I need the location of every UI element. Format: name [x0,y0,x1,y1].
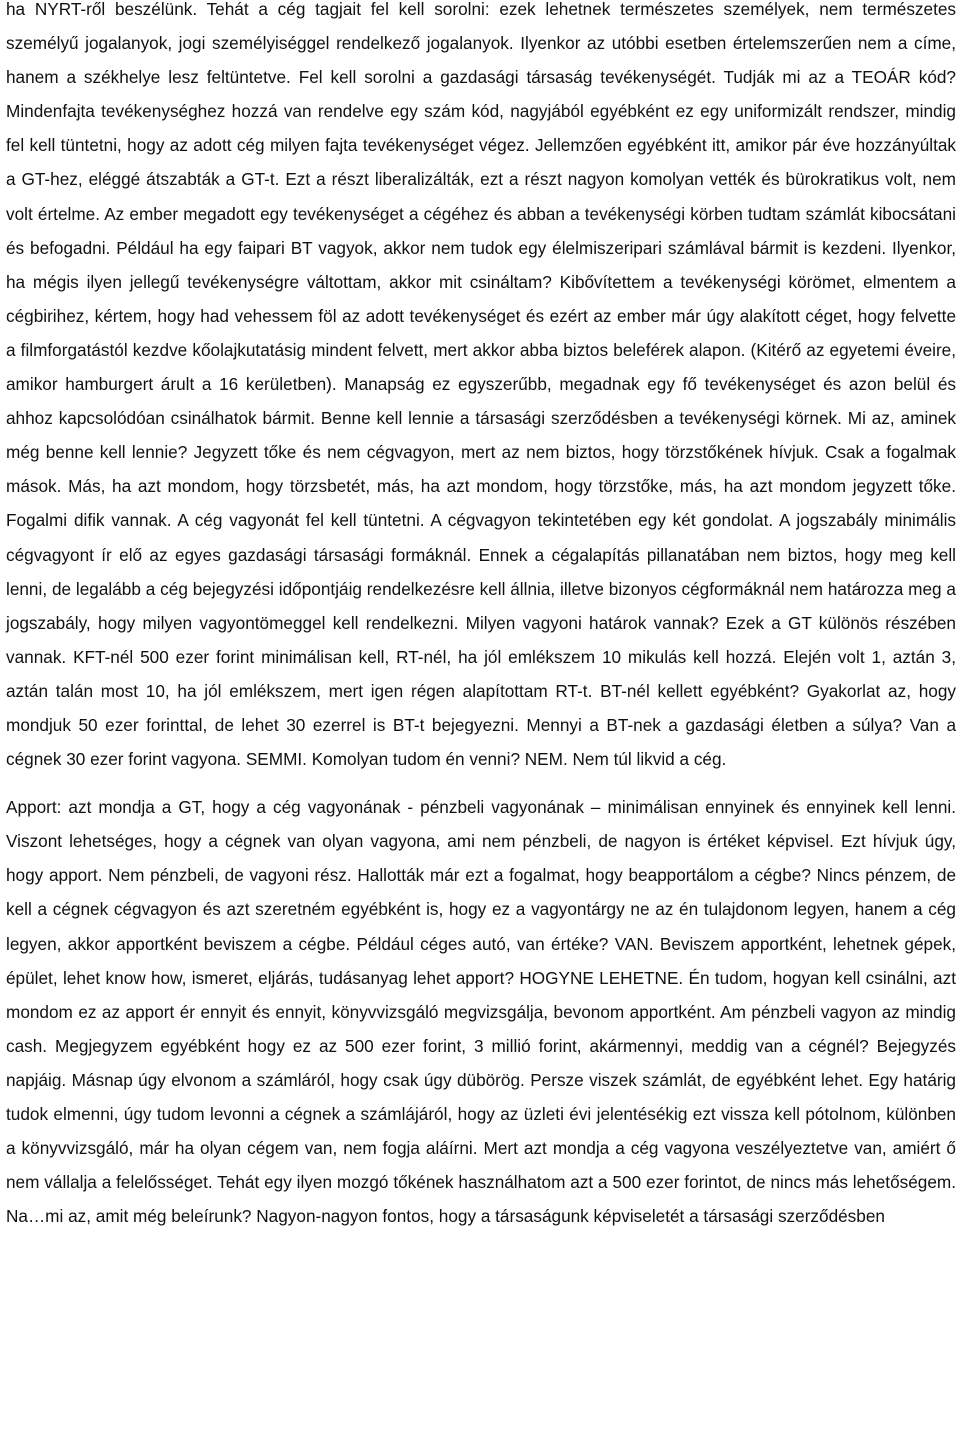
document-page [6,0,956,1233]
paragraph-company-members: ha NYRT-ről beszélünk. Tehát a cég tagjait fel kell sorolni: ezek lehetnek természetes személyek, nem természetes személyű jogalanyok, jogi személyiséggel rendelkező jogalanyok. Ilyenkor az utóbbi esetben értelemszerűen nem a címe, hanem a székhelye lesz feltüntetve. Fel kell sorolni a gazdasági társaság tevékenységét. Tudják mi az a TEOÁR kód? Mindenfajta tevékenységhez hozzá van rendelve egy szám kód, nagyjából egyébként ez egy uniformizált rendszer, mindig fel kell tüntetni, hogy az adott cég milyen fajta tevékenységet végez. Jellemzően egyébként itt, amikor pár éve hozzányúltak a GT-hez, eléggé átszabták a GT-t. Ezt a részt liberalizálták, ezt a részt nagyon komolyan vették és bürokratikus volt, nem volt értelme. Az ember megadott egy tevékenységet a cégéhez és abban a tevékenységi körben tudtam számlát kibocsátani és befogadni. Például ha egy faipari BT vagyok, akkor nem tudok egy élelmiszeripari számlával bármit is kezdeni. Ilyenkor, ha mégis ilyen jellegű tevékenységre váltottam, akkor mit csináltam? Kibővítettem a tevékenységi körömet, elmentem a cégbirihez, kértem, hogy had vehessem föl az adott tevékenységet és ezért az ember már úgy alakított céget, hogy felvette a filmforgatástól kezdve kőolajkutatásig mindent felvett, mert akkor abba biztos beleférek alapon. (Kitérő az egyetemi éveire, amikor hamburgert árult a 16 kerületben). Manapság ez egyszerűbb, megadnak egy fő tevékenységet és azon belül és ahhoz kapcsolódóan csinálhatok bármit. Benne kell lennie a társasági szerződésben a tevékenységi körnek. Mi az, aminek még benne kell lennie? Jegyzett tőke és nem cégvagyon, mert az nem biztos, hogy törzstőkének hívjuk. Csak a fogalmak mások. Más, ha azt mondom, hogy törzsbetét, más, ha azt mondom, hogy törzstőke, más, ha azt mondom jegyzett tőke. Fogalmi difik vannak. A cég vagyonát fel kell tüntetni. A cégvagyon tekintetében egy két gondolat. A jogszabály minimális cégvagyont ír elő az egyes gazdasági társasági formáknál. Ennek a cégalapítás pillanatában nem biztos, hogy meg kell lenni, de legalább a cég bejegyzési időpontjáig rendelkezésre kell állnia, illetve bizonyos cégformáknál nem határozza meg a jogszabály, hogy milyen vagyontömeggel kell rendelkezni. Milyen vagyoni határok vannak? Ezek a GT különös részében vannak. KFT-nél 500 ezer forint minimálisan kell, RT-nél, ha jól emlékszem 10 mikulás kell hozzá. Elején volt 1, aztán 3, aztán talán most 10, ha jól emlékszem, mert igen régen alapítottam RT-t. BT-nél kellett egyébként? Gyakorlat az, hogy mondjuk 50 ezer forinttal, de lehet 30 ezerrel is BT-t bejegyezni. Mennyi a BT-nek a gazdasági életben a súlya? Van a cégnek 30 ezer forint vagyona. SEMMI. Komolyan tudom én venni? NEM. Nem túl likvid a cég. [6,0,956,770]
paragraph-apport: Apport: azt mondja a GT, hogy a cég vagyonának - pénzbeli vagyonának – minimálisan ennyinek és ennyinek kell lenni. Viszont lehetséges, hogy a cégnek van olyan vagyona, ami nem pénzbeli, de nagyon is értéket képvisel. Ezt hívjuk úgy, hogy apport. Nem pénzbeli, de vagyoni rész. Hallották már ezt a fogalmat, hogy beapportálom a cégbe? Nincs pénzem, de kell a cégnek cégvagyon és azt szeretném egyébként is, hogy ez a vagyontárgy ne az én tulajdonom legyen, hanem a cég legyen, akkor apportként beviszem a cégbe. Például céges autó, van értéke? VAN. Beviszem apportként, lehetnek gépek, épület, lehet know how, ismeret, eljárás, tudásanyag lehet apport? HOGYNE LEHETNE. Én tudom, hogyan kell csinálni, azt mondom ez az apport ér ennyit és ennyit, könyvvizsgáló megvizsgálja, bevonom apportként. Am pénzbeli vagyon az mindig cash. Megjegyzem egyébként hogy ez az 500 ezer forint, 3 millió forint, akármennyi, meddig van a cégnél? Bejegyzés napjáig. Másnap úgy elvonom a számláról, hogy csak úgy dübörög. Persze viszek számlát, de egyébként lehet. Egy határig tudok elmenni, úgy tudom levonni a cégnek a számlájáról, hogy az üzleti évi jelentésékig ezt vissza kell pótolnom, különben a könyvvizsgáló, már ha olyan cégem van, nem fogja aláírni. Mert azt mondja a cég vagyona veszélyeztetve van, amiért ő nem vállalja a felelősséget. Tehát egy ilyen mozgó tőkének használhatom azt a 500 ezer forintot, de nincs más lehetőségem. Na…mi az, amit még beleírunk? Nagyon-nagyon fontos, hogy a társaságunk képviseletét a társasági szerződésben [6,797,956,1227]
paragraph-spacer [6,776,956,790]
